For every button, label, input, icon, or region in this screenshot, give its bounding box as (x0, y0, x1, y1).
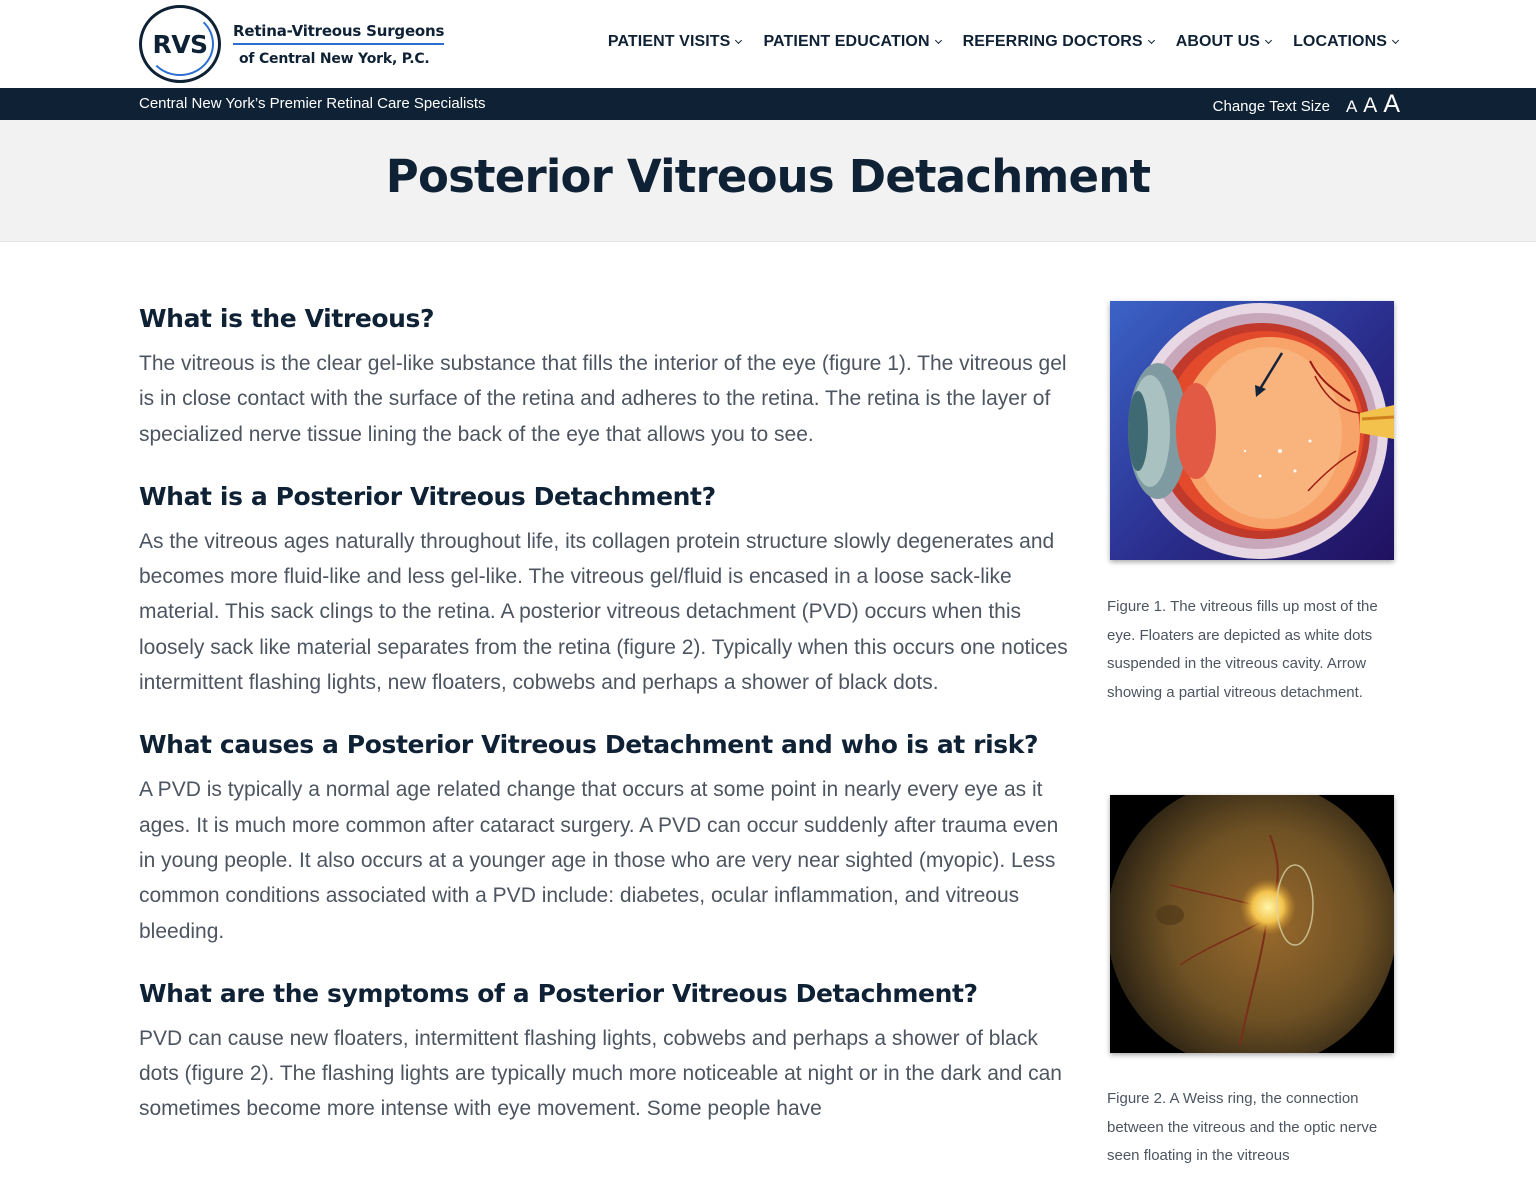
section-heading: What causes a Posterior Vitreous Detachment and who is at risk? (139, 730, 1039, 760)
nav-item-label: PATIENT EDUCATION (763, 33, 930, 50)
text-size-small-button[interactable]: A (1345, 97, 1358, 116)
nav-item-about-us[interactable] (1176, 33, 1271, 51)
section-body: The vitreous is the clear gel-like substance that fills the interior of the eye (figure 1). The vitreous gel is in close contact with the surface of the retina and adheres to the retina. The retina is the layer of specialized nerve tissue lining the back of the eye that allows you to see. (139, 352, 1067, 446)
section-body: A PVD is typically a normal age related change that occurs at some point in nearly every eye as it ages. It is much more common after cataract surgery. A PVD can occur suddenly after trauma even in young people. It also occurs at a younger age in those who are very near sighted (myopic). Less common conditions associated with a PVD include: diabetes, ocular inflammation, and vitreous bleeding. (139, 778, 1059, 943)
section-heading: What is the Vitreous? (139, 304, 435, 333)
site-tagline: Central New York’s Premier Retinal Care Specialists (139, 95, 486, 112)
figure-1-eye-illustration (1110, 301, 1394, 560)
article-section (139, 478, 1069, 700)
chevron-down-icon (735, 37, 742, 44)
page-title: Posterior Vitreous Detachment (385, 150, 1151, 203)
nav-item-label: PATIENT VISITS (607, 33, 731, 50)
nav-item-label: REFERRING DOCTORS (962, 33, 1143, 50)
nav-item-patient-education[interactable] (763, 33, 940, 51)
text-size-large-button[interactable]: A (1383, 90, 1400, 118)
nav-item-patient-visits[interactable] (608, 33, 742, 51)
text-size-label: Change Text Size (1212, 98, 1330, 115)
section-heading: What are the symptoms of a Posterior Vitreous Detachment? (139, 978, 978, 1008)
section-body: As the vitreous ages naturally throughout life, its collagen protein structure slowly degenerates and becomes more fluid-like and less gel-like. The vitreous gel/fluid is encased in a loose sack-like material. This sack clings to the retina. A posterior vitreous detachment (PVD) occurs when this loosely sack like material separates from the retina (figure 2). Typically when this occurs one notices intermittent flashing lights, new floaters, cobwebs and perhaps a shower of black dots. (139, 529, 1068, 695)
chevron-down-icon (1148, 37, 1155, 44)
title-band (0, 120, 1536, 242)
logo-monogram: RVS (152, 29, 208, 59)
nav-item-label: LOCATIONS (1293, 33, 1387, 50)
eye-cross-section-illustration (1110, 301, 1394, 560)
article-content (139, 300, 1069, 1153)
site-logo[interactable] (139, 4, 459, 84)
logo-line-2: of Central New York, P.C. (239, 50, 430, 67)
logo-wordmark (233, 22, 444, 67)
section-body: PVD can cause new floaters, intermittent flashing lights, cobwebs and perhaps a shower of black dots (figure 2). The flashing lights are typically much more noticeable at night or in the dark and can sometimes become more intense with eye movement. Some people have (139, 1026, 1062, 1121)
logo-ring-icon (139, 5, 221, 83)
fundus-photo-weiss-ring (1110, 795, 1394, 1053)
site-header (0, 0, 1536, 88)
figure-1-caption: Figure 1. The vitreous fills up most of the eye. Floaters are depicted as white dots suspended in the vitreous cavity. Arrow showing a partial vitreous detachment. (1107, 598, 1378, 702)
section-heading: What is a Posterior Vitreous Detachment? (139, 481, 716, 511)
main-nav (608, 33, 1398, 51)
article-section (139, 726, 1069, 948)
figure-2-caption: Figure 2. A Weiss ring, the connection between the vitreous and the optic nerve seen floating in the vitreous (1107, 1090, 1378, 1165)
nav-item-locations[interactable] (1293, 33, 1398, 51)
nav-item-referring-doctors[interactable] (963, 33, 1154, 51)
text-size-control (1213, 90, 1400, 119)
logo-line-1: Retina-Vitreous Surgeons (233, 22, 444, 45)
tagline-bar (0, 88, 1536, 120)
chevron-down-icon (1265, 37, 1272, 44)
text-size-medium-button[interactable]: A (1363, 94, 1378, 117)
article-section (139, 300, 1069, 452)
nav-item-label: ABOUT US (1175, 33, 1261, 50)
article-section (139, 975, 1069, 1127)
chevron-down-icon (935, 37, 942, 44)
figure-2-fundus-photo (1110, 795, 1394, 1053)
chevron-down-icon (1392, 37, 1399, 44)
